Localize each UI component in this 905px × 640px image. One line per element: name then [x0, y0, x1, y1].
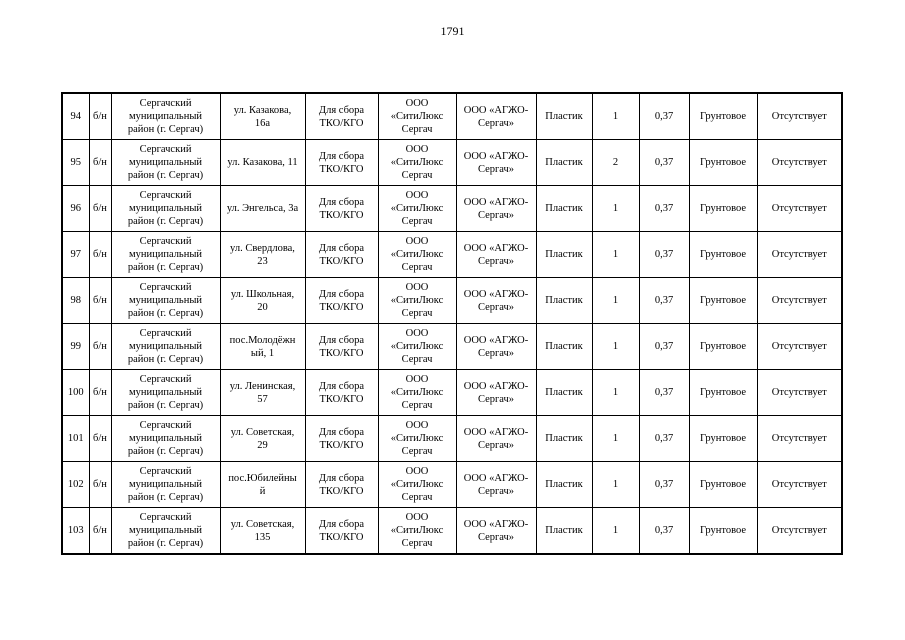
table-row — [62, 232, 842, 278]
cell-line: 135 — [254, 531, 271, 543]
container-count-cell: 1 — [592, 186, 639, 232]
material-cell: Пластик — [536, 462, 592, 508]
registry-id-cell: б/н — [89, 508, 111, 555]
cell-line: Сергачский — [139, 512, 192, 523]
cell-line: муниципальный — [128, 387, 203, 398]
cell-line: ООО «АГЖО- — [463, 472, 529, 484]
purpose-cell — [305, 93, 378, 140]
registry-id-cell: б/н — [89, 324, 111, 370]
cell-line: ООО — [405, 236, 429, 247]
purpose-cell — [305, 140, 378, 186]
cell-line: район (г. Сергач) — [127, 262, 204, 273]
purpose-cell — [305, 232, 378, 278]
volume-cell: 0,37 — [639, 278, 689, 324]
address-cell — [220, 508, 305, 555]
table-body — [62, 93, 842, 554]
operator-cell — [456, 508, 536, 555]
owner-cell — [378, 278, 456, 324]
cell-line: ТКО/КГО — [319, 347, 364, 359]
cell-line: ул. Школьная, — [230, 288, 295, 300]
cell-line: Сергач» — [477, 347, 515, 359]
fence-cell: Отсутствует — [757, 416, 842, 462]
cell-line: 23 — [257, 255, 268, 267]
cell-line: Сергач — [401, 354, 433, 365]
cell-line: Для сбора — [318, 426, 365, 438]
owner-cell — [378, 416, 456, 462]
cell-line: муниципальный — [128, 111, 203, 122]
surface-cell: Грунтовое — [689, 508, 757, 555]
cell-line: ул. Советская, — [230, 518, 295, 530]
cell-line: Сергач — [401, 446, 433, 457]
cell-line: 57 — [257, 393, 268, 405]
cell-line: ТКО/КГО — [319, 117, 364, 129]
cell-line: ТКО/КГО — [319, 301, 364, 313]
container-count-cell: 1 — [592, 370, 639, 416]
cell-line: ООО — [405, 512, 429, 523]
cell-line: район (г. Сергач) — [127, 308, 204, 319]
owner-cell — [378, 232, 456, 278]
surface-cell: Грунтовое — [689, 140, 757, 186]
material-cell: Пластик — [536, 232, 592, 278]
cell-line: ООО — [405, 466, 429, 477]
surface-cell: Грунтовое — [689, 462, 757, 508]
cell-line: Сергач» — [477, 301, 515, 313]
cell-line: Сергач» — [477, 117, 515, 129]
cell-line: Сергачский — [139, 282, 192, 293]
fence-cell: Отсутствует — [757, 508, 842, 555]
cell-line: «СитиЛюкс — [390, 387, 444, 398]
cell-line: «СитиЛюкс — [390, 249, 444, 260]
cell-line: ТКО/КГО — [319, 485, 364, 497]
row-number-cell: 100 — [62, 370, 89, 416]
owner-cell — [378, 140, 456, 186]
row-number-cell: 99 — [62, 324, 89, 370]
volume-cell: 0,37 — [639, 186, 689, 232]
cell-line: Сергач — [401, 262, 433, 273]
container-count-cell: 1 — [592, 324, 639, 370]
address-cell — [220, 140, 305, 186]
cell-line: муниципальный — [128, 157, 203, 168]
cell-line: 20 — [257, 301, 268, 313]
cell-line: Сергачский — [139, 374, 192, 385]
address-cell — [220, 278, 305, 324]
table-row — [62, 278, 842, 324]
owner-cell — [378, 508, 456, 555]
material-cell: Пластик — [536, 370, 592, 416]
cell-line: Сергач» — [477, 393, 515, 405]
cell-line: ТКО/КГО — [319, 255, 364, 267]
fence-cell: Отсутствует — [757, 232, 842, 278]
registry-id-cell: б/н — [89, 140, 111, 186]
cell-line: ул. Советская, — [230, 426, 295, 438]
cell-line: ООО «АГЖО- — [463, 242, 529, 254]
cell-line: муниципальный — [128, 525, 203, 536]
row-number-cell: 101 — [62, 416, 89, 462]
cell-line: ООО — [405, 144, 429, 155]
row-number-cell: 102 — [62, 462, 89, 508]
purpose-cell — [305, 186, 378, 232]
volume-cell: 0,37 — [639, 416, 689, 462]
registry-id-cell: б/н — [89, 462, 111, 508]
cell-line: Сергач — [401, 170, 433, 181]
address-cell — [220, 370, 305, 416]
address-cell — [220, 93, 305, 140]
purpose-cell — [305, 508, 378, 555]
material-cell: Пластик — [536, 508, 592, 555]
district-cell — [111, 508, 220, 555]
purpose-cell — [305, 278, 378, 324]
cell-line: Сергачский — [139, 420, 192, 431]
container-count-cell: 2 — [592, 140, 639, 186]
cell-line: ООО — [405, 282, 429, 293]
registry-id-cell: б/н — [89, 416, 111, 462]
cell-line: Сергачский — [139, 190, 192, 201]
cell-line: ул. Свердлова, — [230, 242, 295, 254]
fence-cell: Отсутствует — [757, 93, 842, 140]
cell-line: ООО «АГЖО- — [463, 426, 529, 438]
address-cell — [220, 232, 305, 278]
container-count-cell: 1 — [592, 278, 639, 324]
material-cell: Пластик — [536, 186, 592, 232]
table-row — [62, 462, 842, 508]
volume-cell: 0,37 — [639, 370, 689, 416]
cell-line: ООО — [405, 374, 429, 385]
row-number-cell: 94 — [62, 93, 89, 140]
cell-line: Сергач» — [477, 255, 515, 267]
row-number-cell: 96 — [62, 186, 89, 232]
purpose-cell — [305, 416, 378, 462]
surface-cell: Грунтовое — [689, 232, 757, 278]
cell-line: Для сбора — [318, 472, 365, 484]
registry-id-cell: б/н — [89, 232, 111, 278]
cell-line: Сергачский — [139, 328, 192, 339]
cell-line: Сергач — [401, 216, 433, 227]
table-row — [62, 324, 842, 370]
cell-line: Сергачский — [139, 98, 192, 109]
fence-cell: Отсутствует — [757, 278, 842, 324]
address-cell — [220, 324, 305, 370]
operator-cell — [456, 186, 536, 232]
cell-line: «СитиЛюкс — [390, 525, 444, 536]
cell-line: ул. Казакова, 11 — [227, 157, 298, 168]
cell-line: Сергач» — [477, 163, 515, 175]
cell-line: ТКО/КГО — [319, 531, 364, 543]
district-cell — [111, 140, 220, 186]
registry-id-cell: б/н — [89, 278, 111, 324]
cell-line: муниципальный — [128, 433, 203, 444]
cell-line: муниципальный — [128, 479, 203, 490]
cell-line: «СитиЛюкс — [390, 157, 444, 168]
cell-line: пос.Молодёжн — [229, 334, 296, 346]
cell-line: Для сбора — [318, 196, 365, 208]
cell-line: район (г. Сергач) — [127, 400, 204, 411]
volume-cell: 0,37 — [639, 93, 689, 140]
district-cell — [111, 416, 220, 462]
fence-cell: Отсутствует — [757, 186, 842, 232]
address-cell — [220, 186, 305, 232]
cell-line: ООО «АГЖО- — [463, 104, 529, 116]
operator-cell — [456, 370, 536, 416]
district-cell — [111, 93, 220, 140]
material-cell: Пластик — [536, 416, 592, 462]
material-cell: Пластик — [536, 140, 592, 186]
cell-line: район (г. Сергач) — [127, 538, 204, 549]
registry-id-cell: б/н — [89, 186, 111, 232]
district-cell — [111, 278, 220, 324]
table-row — [62, 93, 842, 140]
cell-line: «СитиЛюкс — [390, 341, 444, 352]
district-cell — [111, 462, 220, 508]
registry-id-cell: б/н — [89, 370, 111, 416]
district-cell — [111, 324, 220, 370]
cell-line: 16а — [254, 117, 271, 129]
operator-cell — [456, 232, 536, 278]
cell-line: ТКО/КГО — [319, 439, 364, 451]
container-count-cell: 1 — [592, 508, 639, 555]
purpose-cell — [305, 370, 378, 416]
volume-cell: 0,37 — [639, 232, 689, 278]
cell-line: Для сбора — [318, 288, 365, 300]
operator-cell — [456, 324, 536, 370]
cell-line: ООО — [405, 328, 429, 339]
table-row — [62, 370, 842, 416]
volume-cell: 0,37 — [639, 462, 689, 508]
cell-line: Для сбора — [318, 242, 365, 254]
cell-line: ТКО/КГО — [319, 209, 364, 221]
cell-line: ул. Ленинская, — [229, 380, 296, 392]
surface-cell: Грунтовое — [689, 278, 757, 324]
owner-cell — [378, 370, 456, 416]
cell-line: район (г. Сергач) — [127, 446, 204, 457]
cell-line: Сергачский — [139, 466, 192, 477]
cell-line: Сергач — [401, 538, 433, 549]
cell-line: Для сбора — [318, 518, 365, 530]
row-number-cell: 98 — [62, 278, 89, 324]
cell-line: ул. Энгельса, 3а — [226, 203, 299, 214]
cell-line: Для сбора — [318, 104, 365, 116]
cell-line: муниципальный — [128, 249, 203, 260]
cell-line: район (г. Сергач) — [127, 170, 204, 181]
cell-line: район (г. Сергач) — [127, 492, 204, 503]
cell-line: Сергачский — [139, 144, 192, 155]
cell-line: муниципальный — [128, 341, 203, 352]
cell-line: муниципальный — [128, 295, 203, 306]
container-count-cell: 1 — [592, 416, 639, 462]
row-number-cell: 95 — [62, 140, 89, 186]
purpose-cell — [305, 462, 378, 508]
cell-line: район (г. Сергач) — [127, 216, 204, 227]
purpose-cell — [305, 324, 378, 370]
waste-site-table — [61, 92, 843, 555]
cell-line: Сергач — [401, 400, 433, 411]
address-cell — [220, 416, 305, 462]
cell-line: Сергач — [401, 492, 433, 503]
cell-line: Сергач» — [477, 531, 515, 543]
cell-line: ТКО/КГО — [319, 163, 364, 175]
cell-line: Сергач — [401, 124, 433, 135]
volume-cell: 0,37 — [639, 508, 689, 555]
fence-cell: Отсутствует — [757, 324, 842, 370]
table-row — [62, 140, 842, 186]
cell-line: район (г. Сергач) — [127, 124, 204, 135]
cell-line: Для сбора — [318, 380, 365, 392]
cell-line: пос.Юбилейны — [228, 472, 297, 484]
cell-line: «СитиЛюкс — [390, 203, 444, 214]
registry-id-cell: б/н — [89, 93, 111, 140]
operator-cell — [456, 462, 536, 508]
volume-cell: 0,37 — [639, 324, 689, 370]
cell-line: ООО «АГЖО- — [463, 380, 529, 392]
surface-cell: Грунтовое — [689, 416, 757, 462]
cell-line: ООО «АГЖО- — [463, 288, 529, 300]
operator-cell — [456, 140, 536, 186]
district-cell — [111, 232, 220, 278]
cell-line: «СитиЛюкс — [390, 111, 444, 122]
operator-cell — [456, 278, 536, 324]
fence-cell: Отсутствует — [757, 462, 842, 508]
cell-line: ТКО/КГО — [319, 393, 364, 405]
cell-line: «СитиЛюкс — [390, 433, 444, 444]
table-row — [62, 508, 842, 555]
material-cell: Пластик — [536, 93, 592, 140]
table-row — [62, 416, 842, 462]
volume-cell: 0,37 — [639, 140, 689, 186]
row-number-cell: 103 — [62, 508, 89, 555]
operator-cell — [456, 93, 536, 140]
table-row — [62, 186, 842, 232]
cell-line: ООО — [405, 420, 429, 431]
page-number: 1791 — [440, 24, 465, 38]
fence-cell: Отсутствует — [757, 370, 842, 416]
district-cell — [111, 186, 220, 232]
surface-cell: Грунтовое — [689, 186, 757, 232]
material-cell: Пластик — [536, 278, 592, 324]
owner-cell — [378, 186, 456, 232]
cell-line: «СитиЛюкс — [390, 295, 444, 306]
cell-line: ул. Казакова, — [233, 104, 292, 116]
cell-line: ООО — [405, 190, 429, 201]
cell-line: район (г. Сергач) — [127, 354, 204, 365]
owner-cell — [378, 93, 456, 140]
cell-line: Сергачский — [139, 236, 192, 247]
cell-line: Для сбора — [318, 150, 365, 162]
owner-cell — [378, 324, 456, 370]
surface-cell: Грунтовое — [689, 93, 757, 140]
cell-line: муниципальный — [128, 203, 203, 214]
operator-cell — [456, 416, 536, 462]
fence-cell: Отсутствует — [757, 140, 842, 186]
cell-line: Сергач» — [477, 209, 515, 221]
container-count-cell: 1 — [592, 232, 639, 278]
cell-line: Сергач — [401, 308, 433, 319]
cell-line: ООО «АГЖО- — [463, 334, 529, 346]
cell-line: Сергач» — [477, 439, 515, 451]
cell-line: ый, 1 — [250, 347, 275, 359]
cell-line: «СитиЛюкс — [390, 479, 444, 490]
cell-line: Сергач» — [477, 485, 515, 497]
district-cell — [111, 370, 220, 416]
cell-line: ООО «АГЖО- — [463, 518, 529, 530]
cell-line: 29 — [257, 439, 268, 451]
cell-line: ООО «АГЖО- — [463, 150, 529, 162]
container-count-cell: 1 — [592, 462, 639, 508]
cell-line: й — [259, 485, 266, 497]
cell-line: Для сбора — [318, 334, 365, 346]
cell-line: ООО — [405, 98, 429, 109]
surface-cell: Грунтовое — [689, 370, 757, 416]
surface-cell: Грунтовое — [689, 324, 757, 370]
address-cell — [220, 462, 305, 508]
cell-line: ООО «АГЖО- — [463, 196, 529, 208]
owner-cell — [378, 462, 456, 508]
container-count-cell: 1 — [592, 93, 639, 140]
material-cell: Пластик — [536, 324, 592, 370]
row-number-cell: 97 — [62, 232, 89, 278]
